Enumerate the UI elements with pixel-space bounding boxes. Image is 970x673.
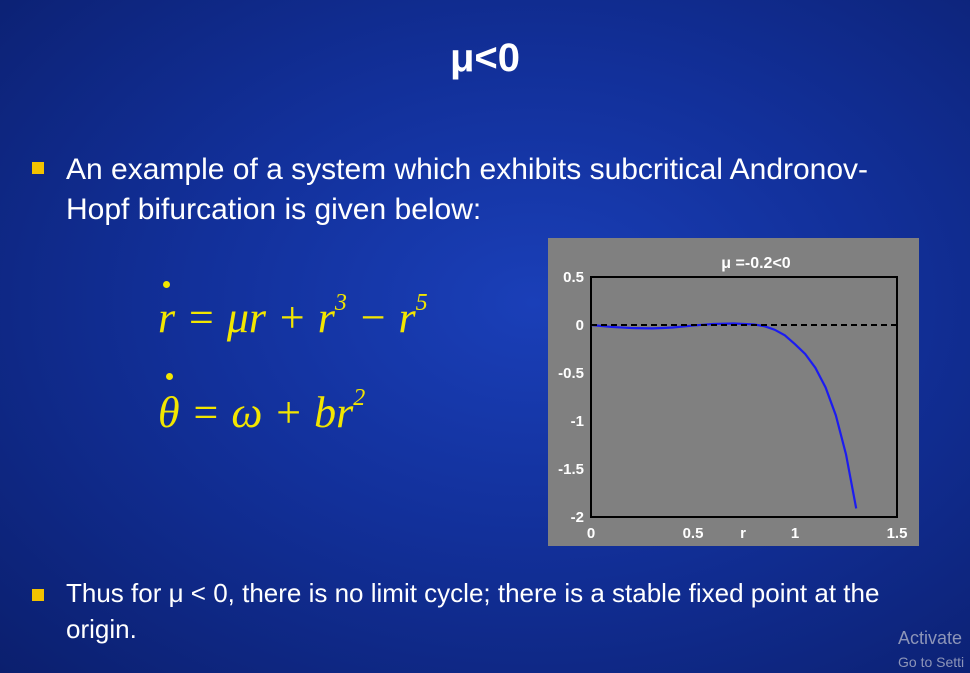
slide-title: μ<0 bbox=[449, 36, 521, 80]
bullet-text-2: Thus for μ < 0, there is no limit cycle; there is a stable fixed point at the origin. bbox=[66, 578, 880, 644]
bullet-text-1: An example of a system which exhibits subcritical Andronov-Hopf bifurcation is given below: bbox=[66, 153, 869, 226]
bullet-item-2 bbox=[32, 575, 952, 647]
activate-watermark-line1: Activate bbox=[898, 628, 963, 648]
activate-watermark-line2: Go to Setti bbox=[898, 654, 965, 670]
eq2-lhs: θ bbox=[158, 388, 180, 437]
y-tick-label: -0.5 bbox=[558, 365, 584, 382]
square-bullet-icon bbox=[32, 162, 44, 174]
eq2-exp1: 2 bbox=[353, 385, 366, 411]
x-tick-label: 1 bbox=[790, 525, 800, 542]
bullet-item-1 bbox=[32, 150, 892, 230]
x-tick-label: 0 bbox=[586, 525, 596, 542]
eq1-lhs: r bbox=[158, 293, 176, 342]
eq1-exp2: 5 bbox=[415, 290, 428, 316]
y-tick-label: 0 bbox=[575, 317, 584, 334]
eq2-rhs-a: = ω + br bbox=[190, 388, 354, 437]
time-derivative-dot-icon bbox=[166, 373, 173, 380]
y-tick-label: -1.5 bbox=[558, 461, 584, 478]
x-tick-label: 1.5 bbox=[886, 525, 908, 542]
y-tick-label: -2 bbox=[570, 509, 584, 526]
time-derivative-dot-icon bbox=[163, 281, 170, 288]
equation-r-dot bbox=[158, 290, 428, 343]
bifurcation-plot bbox=[548, 238, 919, 546]
plot-background bbox=[548, 238, 919, 546]
y-tick-label: 0.5 bbox=[563, 269, 584, 286]
eq1-rhs-a: = μr + r bbox=[186, 293, 335, 342]
equation-theta-dot bbox=[158, 385, 365, 438]
square-bullet-icon bbox=[32, 589, 44, 601]
y-tick-label: -1 bbox=[570, 413, 584, 430]
chart-title: μ =-0.2<0 bbox=[721, 255, 791, 272]
x-tick-label: 0.5 bbox=[682, 525, 704, 542]
eq1-exp1: 3 bbox=[334, 290, 347, 316]
x-axis-label: r bbox=[740, 525, 746, 542]
eq1-rhs-b: − r bbox=[346, 293, 416, 342]
